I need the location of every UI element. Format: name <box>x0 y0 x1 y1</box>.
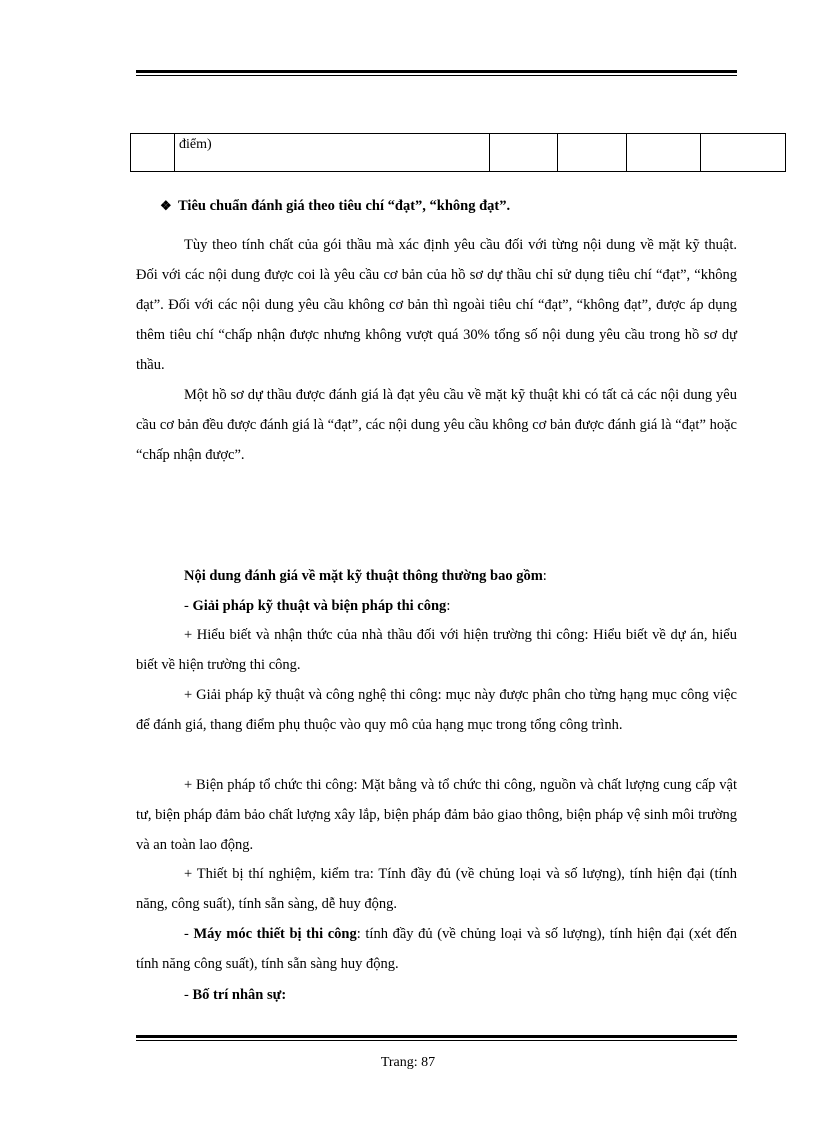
item-staffing: - Bố trí nhân sự: <box>184 987 287 1003</box>
content-heading: Nội dung đánh giá về mặt kỹ thuật thông thường bao gồm: <box>184 568 547 584</box>
sub-item-technology: + Giải pháp kỹ thuật và công nghệ thi công: mục này được phân cho từng hạng mục công việc để đánh giá, thang điểm phụ thuộc vào quy mô của hạng mục trong tổng công trình. <box>136 687 737 733</box>
footer-double-rule <box>136 1035 737 1041</box>
table-row <box>131 134 786 172</box>
section-heading: ❖ Tiêu chuẩn đánh giá theo tiêu chí “đạt”, “không đạt”. <box>160 198 511 214</box>
page-label: Trang: <box>380 1055 418 1070</box>
header-double-rule <box>136 70 737 76</box>
sub-item-site-understanding: + Hiểu biết và nhận thức của nhà thầu đối với hiện trường thi công: Hiểu biết về dự án, hiểu biết về hiện trường thi công. <box>136 627 737 673</box>
table-cell <box>701 134 786 172</box>
item-technical-solution: - Giải pháp kỹ thuật và biện pháp thi công: <box>184 598 451 614</box>
paragraph-pass-condition: Một hồ sơ dự thầu được đánh giá là đạt yêu cầu về mặt kỹ thuật khi có tất cả các nội dung yêu cầu cơ bản đều được đánh giá là “đạt”, các nội dung yêu cầu không cơ bản được đánh giá là “đạt” hoặc “chấp nhận được”. <box>136 387 737 463</box>
page-footer <box>0 1055 816 1071</box>
table-cell <box>558 134 627 172</box>
table-cell <box>490 134 558 172</box>
diamond-bullet-icon: ❖ <box>160 198 172 213</box>
table-cell <box>131 134 175 172</box>
paragraph-criteria: Tùy theo tính chất của gói thầu mà xác định yêu cầu đối với từng nội dung về mặt kỹ thuật. Đối với các nội dung được coi là yêu cầu cơ bản của hồ sơ dự thầu chỉ sử dụng tiêu chí “đạt”, “không đạt”. Đối với các nội dung yêu cầu không cơ bản thì ngoài tiêu chí “đạt”, “không đạt”, được áp dụng thêm tiêu chí “chấp nhận được nhưng không vượt quá 30% tổng số nội dung yêu cầu trong hồ sơ dự thầu. <box>136 237 737 373</box>
page-number: 87 <box>421 1055 436 1070</box>
sub-item-organization: + Biện pháp tổ chức thi công: Mặt bằng và tổ chức thi công, nguồn và chất lượng cung cấp vật tư, biện pháp đảm bảo chất lượng xây lắp, biện pháp đảm bảo giao thông, biện pháp vệ sinh môi trường và an toàn lao động. <box>136 777 737 853</box>
table-fragment <box>130 133 786 172</box>
sub-item-testing-equipment: + Thiết bị thí nghiệm, kiểm tra: Tính đầy đủ (về chủng loại và số lượng), tính hiện đại (tính năng, công suất), tính sẵn sàng, dễ huy động. <box>136 866 737 912</box>
table-cell <box>627 134 701 172</box>
table-cell-text: điểm) <box>175 134 490 172</box>
item-machinery: - Máy móc thiết bị thi công: tính đầy đủ (về chủng loại và số lượng), tính hiện đại (xét đến tính năng công suất), tính sẵn sàng huy động. <box>136 926 737 972</box>
